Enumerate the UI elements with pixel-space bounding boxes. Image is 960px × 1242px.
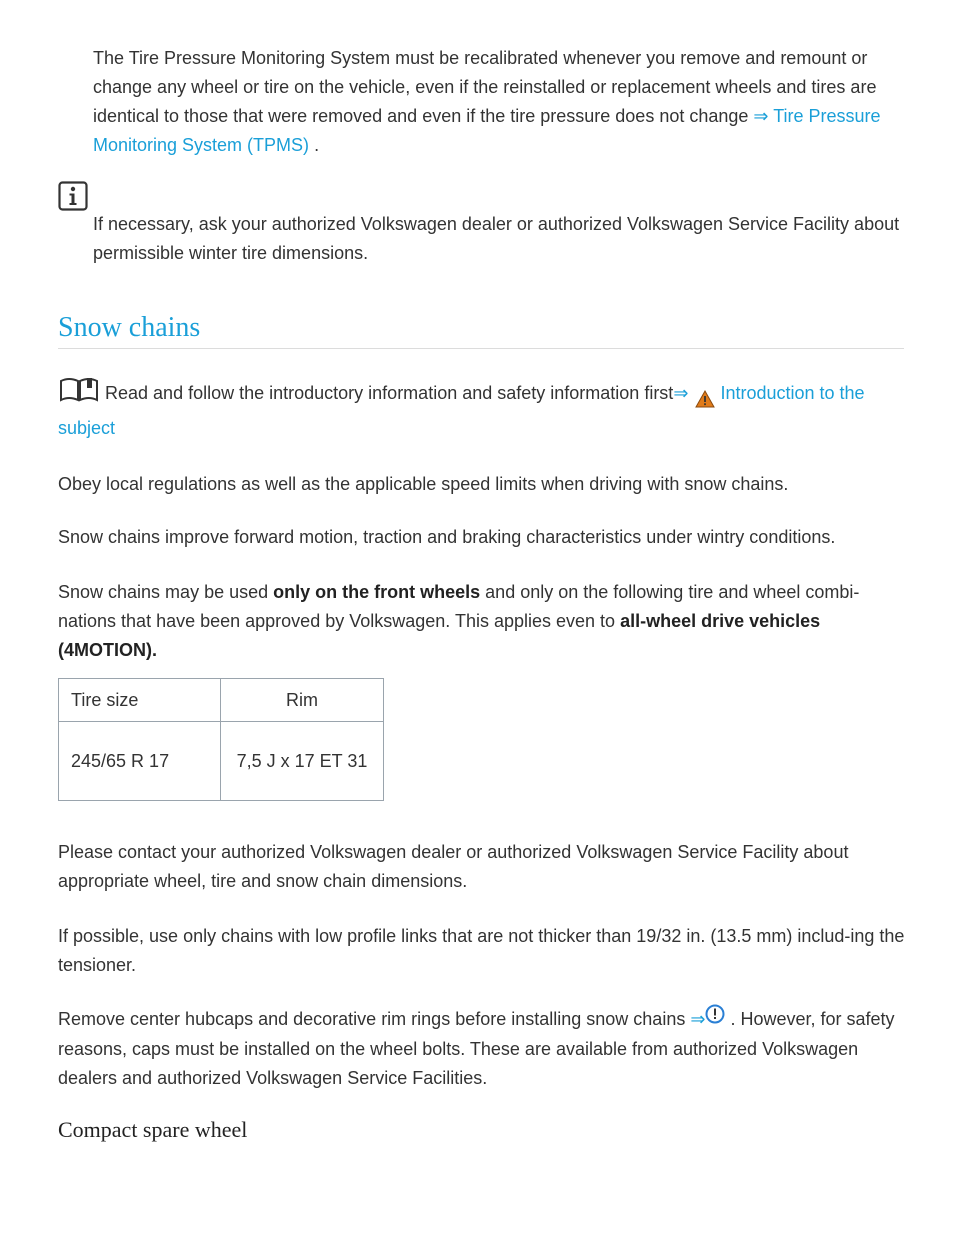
table-row [59,722,384,801]
info-icon [58,181,88,216]
book-icon [58,376,100,412]
p3-text-a: Snow chains may be used [58,582,269,602]
paragraph-chain-thickness: If possible, use only chains with low profile links that are not thicker than 19/32 in. (13.5 mm) includ-ing the tensioner. [58,926,905,975]
p6-arrow[interactable]: ⇒ [690,1009,706,1029]
tire-rim-table [58,678,384,801]
p3-bold-front-wheels: only on the front wheels [273,582,481,602]
intro-link[interactable]: Introduction to the subject [58,382,865,438]
header-rim: Rim [221,679,384,722]
info-note-text: If necessary, ask your authorized Volkswagen dealer or authorized Volkswagen Service Facility about permissible winter tire dimensions. [93,214,900,263]
notice-icon[interactable] [705,1006,725,1035]
paragraph-traction: Snow chains improve forward motion, traction and braking characteristics under wintry conditions. [58,527,836,547]
p6-text-a: Remove center hubcaps and decorative rim rings before installing snow chains [58,1009,686,1029]
p3-text-c: and only on the following tire and wheel combi-nations that have been approved by Volkswagen. This applies even to [58,582,860,631]
tpms-link[interactable]: Tire Pressure Monitoring System (TPMS) [93,106,881,155]
header-tire-size: Tire size [59,679,221,722]
p3-bold-awd: all-wheel drive vehicles (4MOTION). [58,611,821,660]
section-title: Snow chains [58,312,201,343]
intro-text: Read and follow the introductory information and safety information first [105,382,674,403]
cell-tire-size: 245/65 R 17 [59,722,221,801]
intro-arrow[interactable]: ⇒ [673,382,689,403]
section-divider [58,348,904,349]
cell-rim: 7,5 J x 17 ET 31 [221,722,384,801]
tpms-note-text: The Tire Pressure Monitoring System must be recalibrated whenever you remove and remount or change any wheel or tire on the vehicle, even if the reinstalled or replacement wheels and tires are identical to those that were removed and even if the tire pressure does not change [93,48,877,126]
paragraph-contact-dealer: Please contact your authorized Volkswagen dealer or authorized Volkswagen Service Facility about appropriate wheel, tire and snow chain dimensions. [58,842,849,891]
tpms-note [93,44,913,160]
intro-line [58,376,908,444]
warning-triangle-icon[interactable] [695,378,715,410]
p6-text-b: . However, for safety reasons, caps must be installed on the wheel bolts. These are available from authorized Volkswagen dealers and authorized Volkswagen Service Facilities. [58,1009,895,1088]
paragraph-hubcaps [58,1005,908,1093]
paragraph-front-wheels [58,578,908,665]
table-header-row [59,679,384,722]
tpms-note-end: . [314,135,320,155]
tpms-arrow[interactable]: ⇒ [753,106,769,126]
paragraph-speed-limits: Obey local regulations as well as the applicable speed limits when driving with snow chains. [58,474,789,494]
subheading-compact-spare: Compact spare wheel [58,1117,248,1142]
